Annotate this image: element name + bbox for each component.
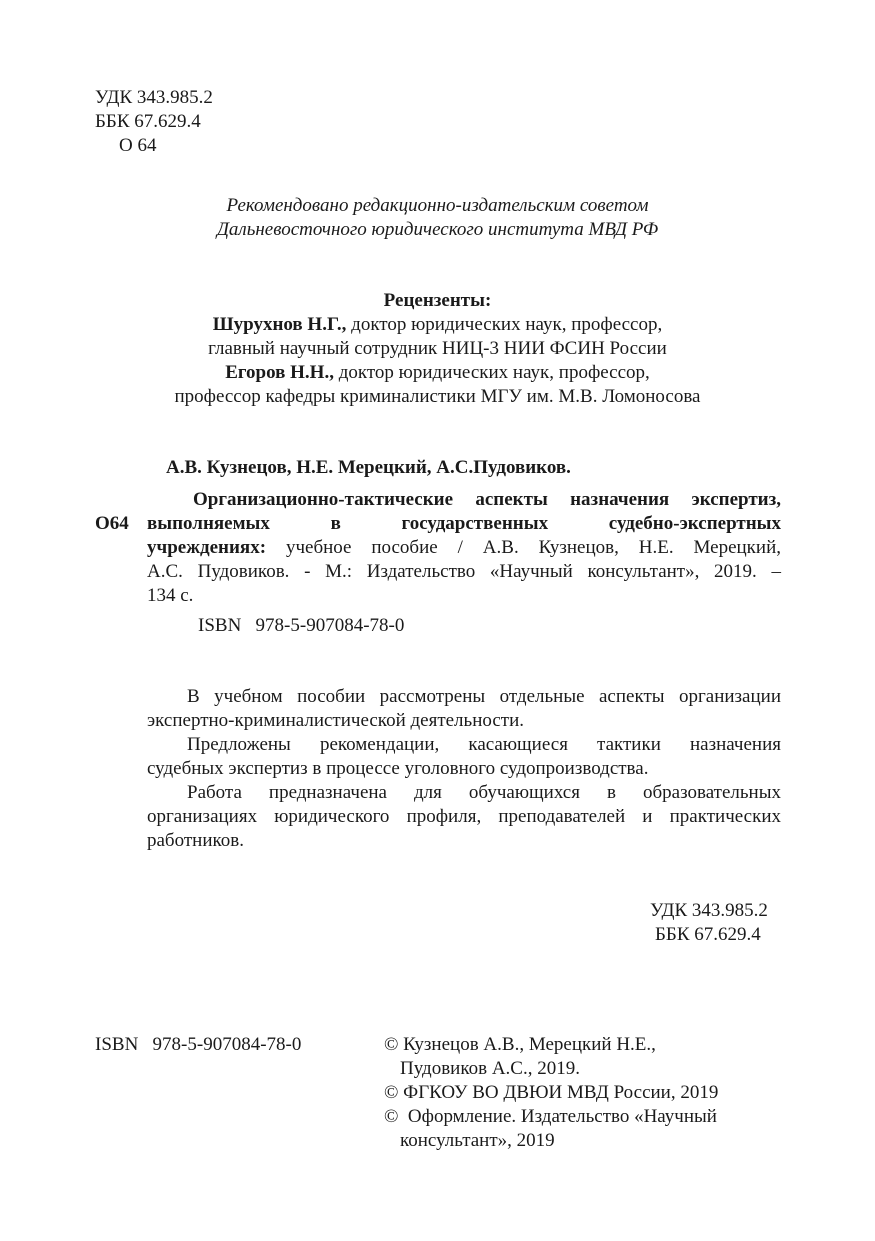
abstract-p3-line-1: Работа предназначена для обучающихся в образовательных [187, 782, 781, 803]
udk-code-right: УДК 343.985.2 [650, 900, 768, 921]
reviewer-1-position: главный научный сотрудник НИЦ-3 НИИ ФСИН России [208, 338, 667, 359]
recommendation-line-2: Дальневосточного юридического института МВД РФ [216, 219, 659, 240]
author-code: О 64 [119, 135, 157, 156]
recommendation-line-1: Рекомендовано редакционно-издательским советом [226, 195, 649, 216]
bibliography-code: О64 [95, 513, 129, 534]
abstract-p1-line-1: В учебном пособии рассмотрены отдельные аспекты организации [187, 686, 781, 707]
bbk-code: ББК 67.629.4 [95, 111, 201, 132]
copyright-design-line-2: консультант», 2019 [400, 1130, 555, 1151]
bibliography-isbn: ISBN 978-5-907084-78-0 [198, 615, 405, 636]
reviewer-2 [0, 361, 875, 385]
reviewer-2-name: Егоров Н.Н., [225, 362, 334, 383]
bbk-code-right: ББК 67.629.4 [655, 924, 761, 945]
reviewer-1-name: Шурухнов Н.Г., [212, 314, 347, 335]
udk-code: УДК 343.985.2 [95, 87, 213, 108]
bibliography-title-line-1: Организационно-тактические аспекты назначения экспертиз, [193, 489, 781, 510]
abstract-p2-line-1: Предложены рекомендации, касающиеся тактики назначения [187, 734, 781, 755]
bibliography-authors: А.В. Кузнецов, Н.Е. Мерецкий, А.С.Пудовиков. [166, 457, 571, 478]
bibliography-line-5: 134 с. [147, 585, 194, 606]
abstract-p2-line-2: судебных экспертиз в процессе уголовного судопроизводства. [147, 758, 649, 779]
reviewers-heading: Рецензенты: [383, 290, 492, 311]
bibliography-title-line-3: учреждениях: учебное пособие / А.В. Кузнецов, Н.Е. Мерецкий, [147, 537, 781, 558]
copyright-authors-line-2: Пудовиков А.С., 2019. [400, 1058, 580, 1079]
bibliography-title-line-2: выполняемых в государственных судебно-экспертных [147, 513, 781, 534]
reviewer-1-title: доктор юридических наук, профессор, [346, 314, 663, 335]
copyright-authors-line-1: © Кузнецов А.В., Мерецкий Н.Е., [384, 1034, 656, 1055]
footer-isbn: ISBN 978-5-907084-78-0 [95, 1034, 302, 1055]
abstract-p3-line-2: организациях юридического профиля, преподавателей и практических [147, 806, 781, 827]
reviewer-2-title: доктор юридических наук, профессор, [333, 362, 650, 383]
abstract-p1-line-2: экспертно-криминалистической деятельности. [147, 710, 525, 731]
reviewer-2-position: профессор кафедры криминалистики МГУ им. М.В. Ломоносова [174, 386, 701, 407]
copyright-design-line-1: © Оформление. Издательство «Научный [384, 1106, 717, 1127]
bibliography-line-4: А.С. Пудовиков. - М.: Издательство «Научный консультант», 2019. – [147, 561, 781, 582]
abstract-p3-line-3: работников. [147, 830, 244, 851]
copyright-institute: © ФГКОУ ВО ДВЮИ МВД России, 2019 [384, 1082, 719, 1103]
reviewer-1 [0, 313, 875, 337]
